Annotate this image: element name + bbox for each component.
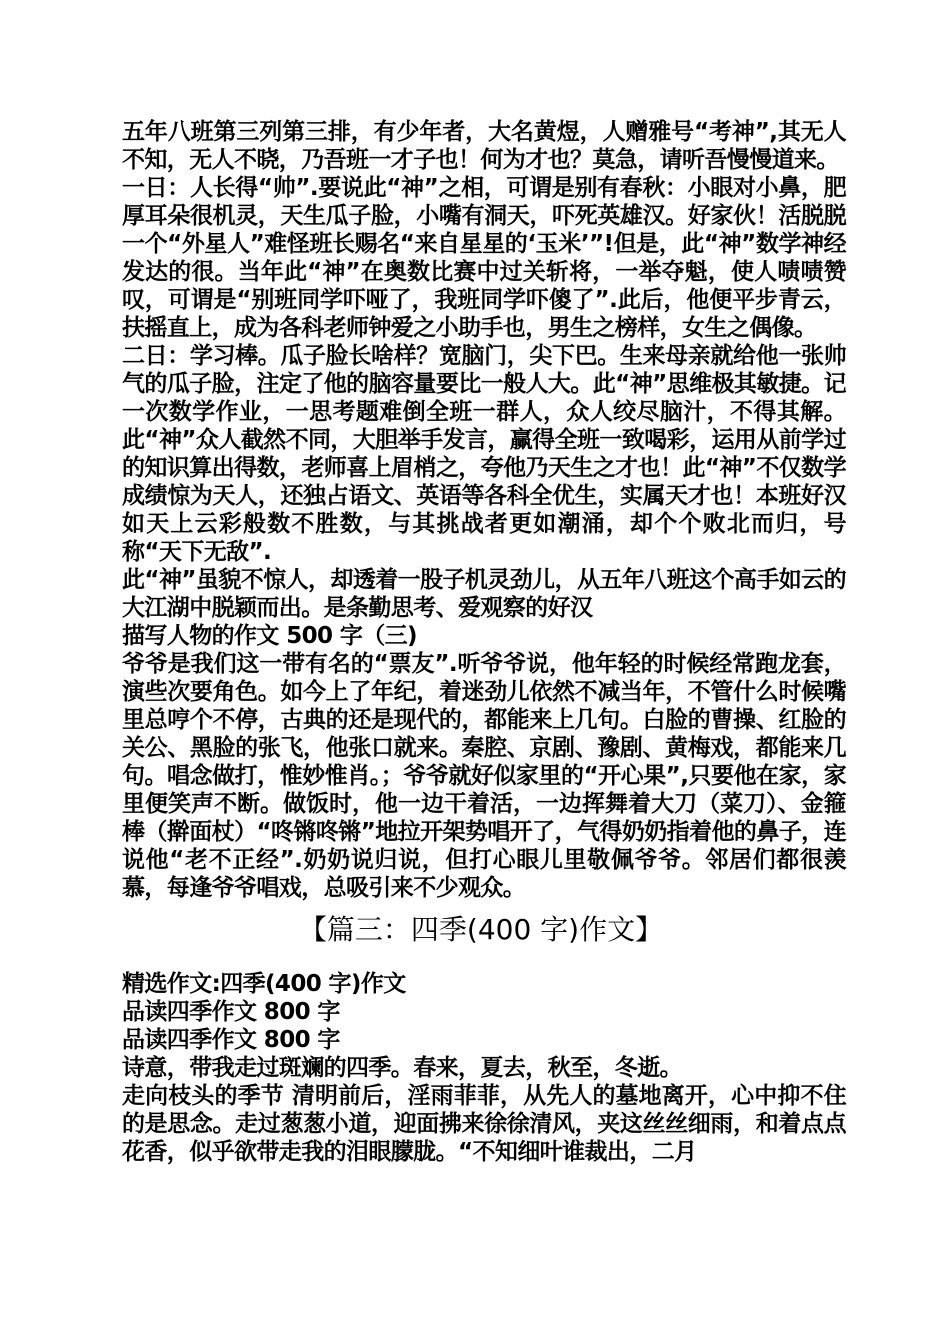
paragraph-day-two: 二日：学习棒。瓜子脸长啥样？宽脑门，尖下巴。生来母亲就给他一张帅气的瓜子脸，注定了他的脑容量要比一般人大。此“神”思维极其敏捷。记一次数学作业，一思考题难倒全班一群人，众人绞尽脑汁，不得其解。此“神”众人截然不同，大胆举手发言，赢得全班一致喝彩，运用从前学过的知识算出得数，老师喜上眉梢之，夸他乃天生之才也！此“神”不仅数学成绩惊为天人，还独占语文、英语等各科全优生，实属天才也！本班好汉如天上云彩般数不胜数，与其挑战者更如潮涌，却个个败北而归，号称“天下无敌”. [122,343,846,565]
paragraph-day-one: 一日：人长得“帅”.要说此“神”之相，可谓是别有春秋：小眼对小鼻，肥厚耳朵很机灵，天生瓜子脸，小嘴有洞天，吓死英雄汉。好家伙！活脱脱一个“外星人”难怪班长赐名“来自星星的‘玉米’”!但是，此“神”数学神经发达的很。当年此“神”在奥数比赛中过关斩将，一举夺魁，使人啧啧赞叹，可谓是“别班同学吓哑了，我班同学吓傻了”.此后，他便平步青云，扶摇直上，成为各科老师钟爱之小助手也，男生之榜样，女生之偶像。 [122,175,846,341]
paragraph-grandpa: 爷爷是我们这一带有名的“票友”.听爷爷说，他年轻的时候经常跑龙套，演些次要角色。如今上了年纪，着迷劲儿依然不减当年，不管什么时候嘴里总哼个不停，古典的还是现代的，都能来上几句。白脸的曹操、红脸的关公、黑脸的张飞，他张口就来。秦腔、京剧、豫剧、黄梅戏，都能来几句。唱念做打，惟妙惟肖。；爷爷就好似家里的“开心果”,只要他在家，家里便笑声不断。做饭时，他一边干着活，一边挥舞着大刀（菜刀）、金箍棒（擀面杖）“咚锵咚锵”地拉开架势唱开了，气得奶奶指着他的鼻子，连说他“老不正经”.奶奶说归说，但打心眼儿里敬佩爷爷。邻居们都很羡慕，每逢爷爷唱戏，总吸引来不少观众。 [122,651,846,901]
paragraph-conclusion: 此“神”虽貌不惊人，却透着一股子机灵劲儿，从五年八班这个高手如云的大江湖中脱颖而出。是条勤思考、爱观察的好汉 [122,567,846,621]
paragraph-poetic-seasons: 诗意，带我走过斑斓的四季。春来，夏去，秋至，冬逝。 [122,1055,683,1081]
section-title: 【篇三：四季(400 字)作文】 [298,913,664,946]
essay-heading-selected: 精选作文:四季(400 字)作文 [122,971,406,997]
document-body [116,118,846,1166]
essay-heading-read-1: 品读四季作文 800 字 [122,999,340,1025]
paragraph-intro: 五年八班第三列第三排，有少年者，大名黄煜，人赠雅号“考神”,其无人不知，无人不晓，乃吾班一才子也！何为才也？莫急，请听吾慢慢道来。 [122,119,846,173]
paragraph-spring: 走向枝头的季节 清明前后，淫雨菲菲，从先人的墓地离开，心中抑不住的是思念。走过葱葱小道，迎面拂来徐徐清风，夹这丝丝细雨，和着点点花香，似乎欲带走我的泪眼朦胧。“不知细叶谁裁出，二月 [122,1083,846,1165]
essay-heading-read-2: 品读四季作文 800 字 [122,1027,340,1053]
essay-subtitle: 描写人物的作文 500 字（三) [122,623,417,649]
